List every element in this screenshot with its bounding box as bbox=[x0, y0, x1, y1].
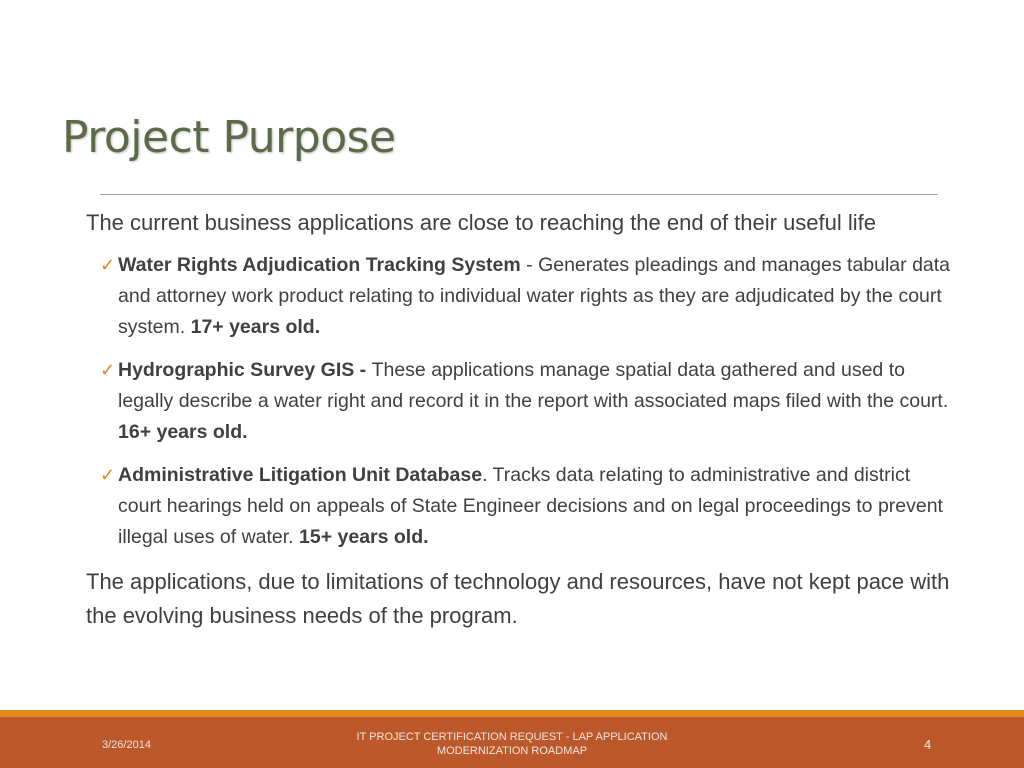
item-age: 16+ years old. bbox=[118, 421, 248, 443]
list-item bbox=[100, 250, 956, 343]
title-divider bbox=[100, 194, 938, 195]
checkmark-icon: ✓ bbox=[100, 360, 116, 380]
footer-title bbox=[330, 730, 694, 758]
item-text: Tracks data relating to administrative and district court hearings held on appeals of State Engineer decisions and on legal proceedings to prevent illegal uses of water. bbox=[118, 464, 943, 548]
slide-footer bbox=[0, 717, 1024, 768]
footer-date: 3/26/2014 bbox=[102, 739, 151, 751]
item-heading: Hydrographic Survey GIS - bbox=[118, 359, 372, 381]
item-heading: Water Rights Adjudication Tracking System bbox=[118, 254, 521, 276]
item-separator: - bbox=[520, 254, 539, 276]
page-number: 4 bbox=[924, 737, 932, 752]
item-heading: Administrative Litigation Unit Database bbox=[118, 464, 483, 486]
item-age: 17+ years old. bbox=[190, 316, 321, 338]
checkmark-icon: ✓ bbox=[100, 465, 116, 485]
item-separator: . bbox=[482, 464, 493, 486]
checkmark-icon: ✓ bbox=[100, 255, 116, 275]
footer-accent-bar bbox=[0, 710, 1024, 717]
slide-title: Project Purpose bbox=[62, 112, 396, 163]
item-age: 15+ years old. bbox=[299, 526, 429, 548]
item-text: Generates pleadings and manages tabular data and attorney work product relating to individual water rights as they are adjudicated by the court system. bbox=[118, 254, 951, 338]
slide-body bbox=[86, 206, 956, 643]
intro-paragraph: The current business applications are close to reaching the end of their useful life bbox=[86, 210, 877, 235]
footer-title-line1: IT PROJECT CERTIFICATION REQUEST - LAP APPLICATION bbox=[356, 731, 668, 743]
conclusion-paragraph: The applications, due to limitations of technology and resources, have not kept pace with the evolving business needs of the program. bbox=[86, 569, 950, 628]
list-item bbox=[100, 355, 956, 448]
item-text: These applications manage spatial data gathered and used to legally describe a water right and record it in the report with associated maps filed with the court. bbox=[118, 359, 949, 412]
footer-title-line2: MODERNIZATION ROADMAP bbox=[436, 745, 588, 757]
application-list bbox=[86, 250, 956, 553]
list-item bbox=[100, 460, 956, 553]
